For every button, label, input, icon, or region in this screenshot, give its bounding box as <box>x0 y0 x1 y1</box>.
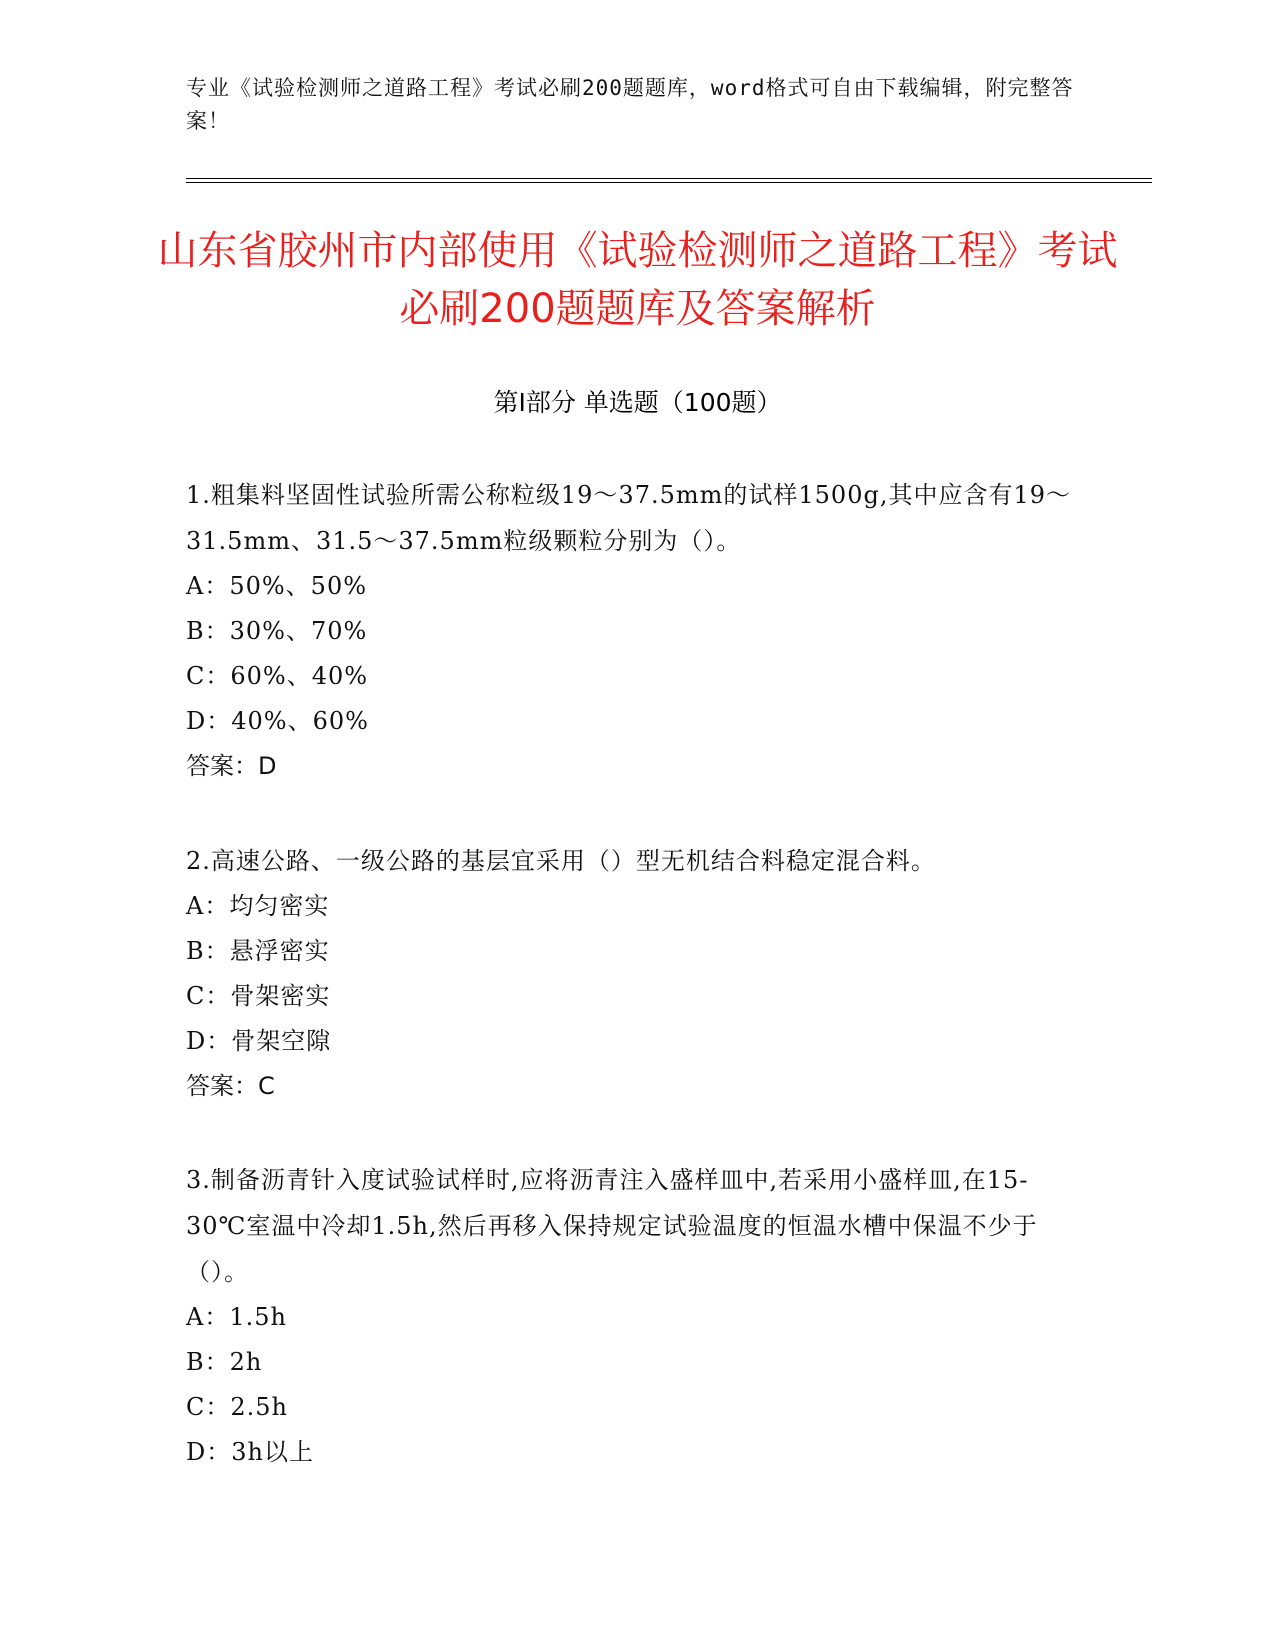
option-c: C：60%、40% <box>186 662 369 690</box>
option-d: D：40%、60% <box>186 707 369 735</box>
option-b: B：30%、70% <box>186 617 368 645</box>
question-stem: 1.粗集料坚固性试验所需公称粒级19～37.5mm的试样1500g,其中应含有19～31.5mm、31.5～37.5mm粒级颗粒分别为（）。 <box>186 481 1071 555</box>
document-title: 山东省胶州市内部使用《试验检测师之道路工程》考试必刷200题题库及答案解析 <box>157 228 1118 332</box>
answer: 答案：D <box>186 752 277 780</box>
option-a: A：1.5h <box>186 1303 287 1331</box>
question-1 <box>186 472 1086 789</box>
option-a: A：50%、50% <box>186 572 368 600</box>
answer: 答案：C <box>186 1072 275 1100</box>
header-divider <box>186 178 1152 183</box>
question-3 <box>186 1157 1086 1475</box>
option-a: A：均匀密实 <box>186 892 330 920</box>
question-stem: 3.制备沥青针入度试验试样时,应将沥青注入盛样皿中,若采用小盛样皿,在15-30℃室温中冷却1.5h,然后再移入保持规定试验温度的恒温水槽中保温不少于（）。 <box>186 1166 1038 1286</box>
header-note: 专业《试验检测师之道路工程》考试必刷200题题库，word格式可自由下载编辑，附完整答案！ <box>186 76 1074 133</box>
option-b: B：2h <box>186 1348 263 1376</box>
option-b: B：悬浮密实 <box>186 937 330 965</box>
option-d: D：3h以上 <box>186 1438 314 1466</box>
option-c: C：2.5h <box>186 1393 288 1421</box>
option-c: C：骨架密实 <box>186 982 331 1010</box>
section-heading: 第Ⅰ部分 单选题（100题） <box>493 388 782 417</box>
option-d: D：骨架空隙 <box>186 1027 332 1055</box>
question-stem: 2.高速公路、一级公路的基层宜采用（）型无机结合料稳定混合料。 <box>186 847 936 875</box>
question-2 <box>186 838 1086 1109</box>
